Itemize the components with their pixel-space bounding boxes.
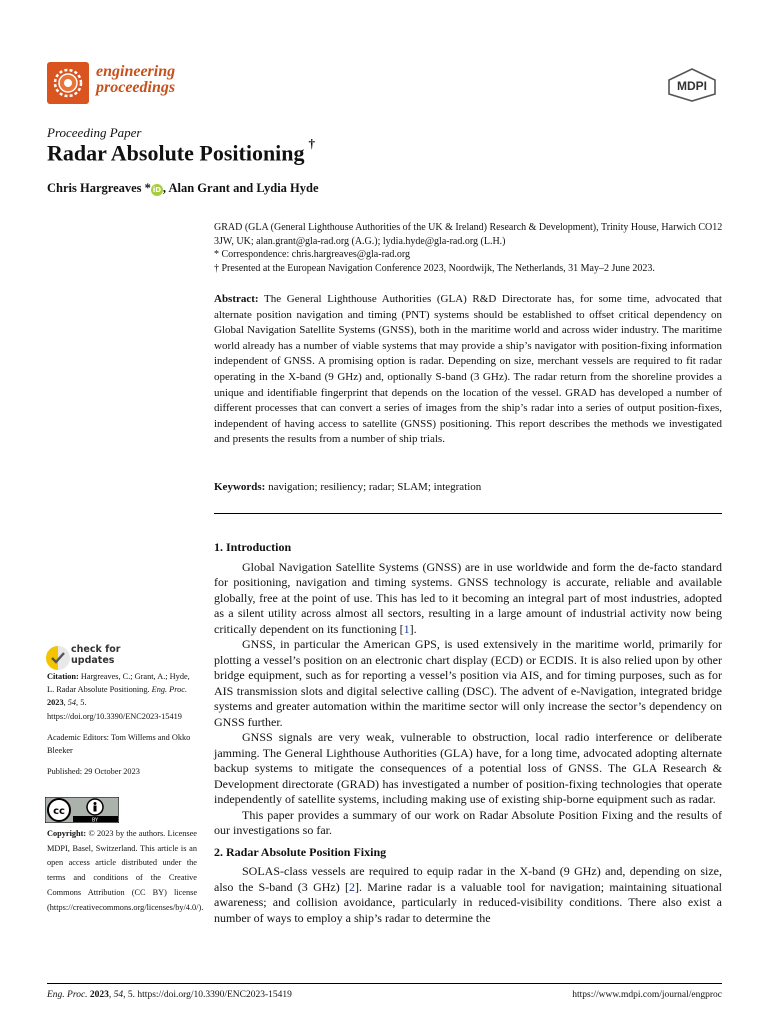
check-for-updates-icon[interactable] <box>45 643 71 673</box>
paper-title <box>47 136 316 166</box>
citation-link[interactable]: 2 <box>349 879 356 894</box>
abstract-text: The General Lighthouse Authorities (GLA) R&D Directorate has, for some time, advocated that alternate position navigation and timing (PNT) systems should be established to offset critical dependency on Global Navigation Satellite Systems (GNSS), both in the maritime world and across wider industry. The maritime world already has a number of viable systems that may provide a ship’s navigator with position-fixing information independent of GNSS. A promising option is radar. Depending on size, merchant vessels are required to fit radar operating in the X-band (9 GHz) and, optionally S-band (3 GHz). The radar return from the shoreline provides a unique and identifiable fingerprint that depends on the location of the vessel. GRAD has developed a number of different processes that can convert a series of images from the ship’s radar into a series of output position-fixes, independent of having access to satellite (GNSS) positioning. This report describes the methods we investigated and presents the results from a number of ship trials. <box>214 293 722 446</box>
svg-text:cc: cc <box>53 806 65 817</box>
paragraph: SOLAS-class vessels are required to equip radar in the X-band (9 GHz) and, depending on size, also the S-band (3 GHz) [2]. Marine radar is a valuable tool for navigation; maintaining situational awareness; and collision avoidance, particularly in reduced-visibility conditions. There also exist a number of ways to employ a ship’s radar to determine the <box>214 864 722 925</box>
copyright-notice: Copyright: © 2023 by the authors. Licensee MDPI, Basel, Switzerland. This article is an open access article distributed under the terms and conditions of the Creative Commons Attribution (CC BY) license (https://creativecommons.org/licenses/by/4.0/). <box>47 829 204 912</box>
paragraph: GNSS signals are very weak, vulnerable to obstruction, local radio interference or deliberate jamming. The General Lighthouse Authorities (GLA) have, for a long time, advocated adopting alternate backup systems to mitigate the consequences of a potential loss of GNSS. The GLA Research & Development directorate (GRAD) has investigated a number of position-fixing technologies that operate independently of satellite systems, including making use of existing ship-borne equipment such as radar. <box>214 730 722 806</box>
other-authors: , Alan Grant and Lydia Hyde <box>162 181 319 195</box>
abstract <box>214 292 722 448</box>
footer-divider <box>47 983 722 984</box>
keywords-text: navigation; resiliency; radar; SLAM; integration <box>268 481 482 493</box>
title-footnote-mark: † <box>308 136 316 151</box>
journal-url-link[interactable]: https://www.mdpi.com/journal/engproc <box>572 990 722 1000</box>
correspondence-line: * Correspondence: chris.hargreaves@gla-rad.org <box>214 249 410 260</box>
author-list <box>47 181 319 196</box>
orcid-icon[interactable]: iD <box>152 186 162 194</box>
section-heading-radar: 2. Radar Absolute Position Fixing <box>214 844 387 859</box>
affiliation-line: GRAD (GLA (General Lighthouse Authorities of the UK & Ireland) Research & Development), Trinity House, Harwich CO12 3JW, UK; alan.grant@gla-rad.org (A.G.); lydia.hyde@gla-rad.org (L.H.) <box>214 222 723 247</box>
journal-name-line1: engineering <box>96 63 176 80</box>
presented-line: † Presented at the European Navigation Conference 2023, Noordwijk, The Netherlands, 31 May–2 June 2023. <box>214 262 655 274</box>
mdpi-logo <box>666 68 718 102</box>
paper-title-text: Radar Absolute Positioning <box>47 140 305 166</box>
cc-by-label: BY <box>91 817 99 823</box>
journal-name <box>96 64 175 96</box>
sidebar <box>47 670 195 778</box>
citation-block: Citation: Hargreaves, C.; Grant, A.; Hyde, L. Radar Absolute Positioning. Eng. Proc. 2023, 54, 5. https://doi.org/10.3390/ENC2023-15419 <box>47 672 190 721</box>
keywords <box>214 481 722 493</box>
paragraph: This paper provides a summary of our work on Radar Absolute Position Fixing and the results of our investigations so far. <box>214 807 722 837</box>
author-link[interactable]: Chris Hargreaves <box>47 181 142 195</box>
main-text <box>214 540 722 926</box>
mdpi-logo-text: MDPI <box>677 79 707 93</box>
cc-by-license-icon[interactable] <box>45 797 119 823</box>
section-heading-introduction: 1. Introduction <box>214 540 292 554</box>
academic-editors: Academic Editors: Tom Willems and Okko Bleeker <box>47 732 191 756</box>
check-for-updates[interactable]: check for updates <box>71 644 121 666</box>
footer-citation: Eng. Proc. 2023, 54, 5. https://doi.org/10.3390/ENC2023-15419 <box>47 990 292 1000</box>
affiliations <box>214 221 724 275</box>
corresponding-mark: * <box>144 181 151 195</box>
journal-name-line2: proceedings <box>96 79 176 96</box>
abstract-label: Abstract: <box>214 293 259 305</box>
journal-logo-gear-icon <box>47 62 89 104</box>
citation-link[interactable]: 1 <box>403 621 410 636</box>
published-date: Published: 29 October 2023 <box>47 767 140 777</box>
article-type: Proceeding Paper <box>47 125 142 140</box>
paragraph: GNSS, in particular the American GPS, is used extensively in the maritime world, primarily for plotting a vessel’s position on an electronic chart display (ECD) or ECDIS. It is also relied upon by other bridge equipment, such as for reporting a vessel’s position via AIS, and for timing purposes, such as for AIS transmission slots and digital selective calling (DSC). The advent of e-Navigation, integrated bridge systems and greater automation within the maritime sector will only increase the sector’s dependency on GNSS further. <box>214 637 722 729</box>
paragraph: Global Navigation Satellite Systems (GNSS) are in use worldwide and form the de-facto standard for positioning, navigation and timing systems. GNSS technology is accurate, reliable and available globally, free at the point of use. This has led to it becoming an integral part of most industries, adopted as a silent utility across almost all sectors, resulting in a large amount of industrial activity now being critically dependent on its functioning [1]. <box>214 559 722 636</box>
keywords-label: Keywords: <box>214 481 266 493</box>
divider <box>214 513 722 514</box>
